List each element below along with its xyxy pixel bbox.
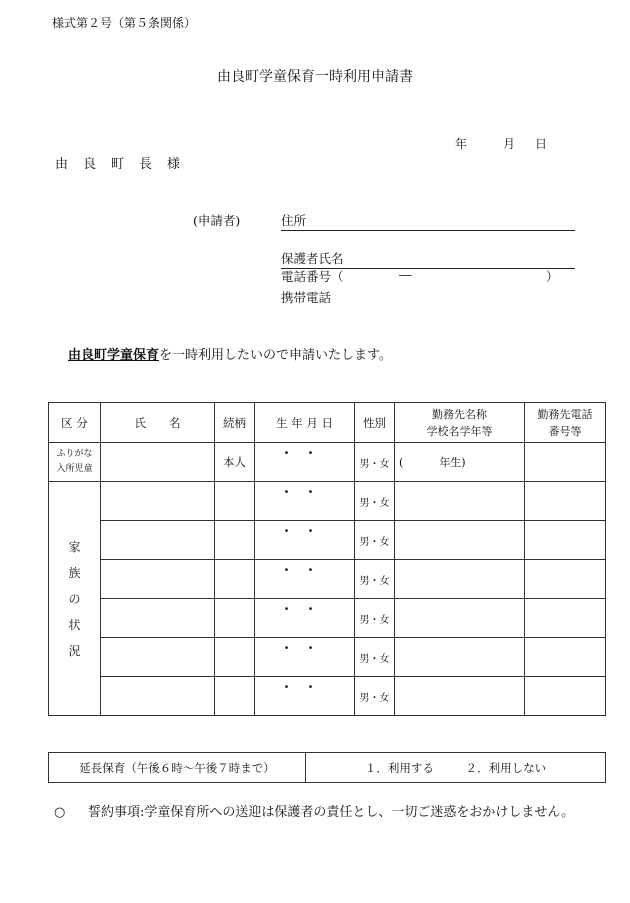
header-category: 区 分 <box>49 403 101 443</box>
birth-dots: ・・ <box>280 445 329 460</box>
family-birth-cell[interactable] <box>255 638 355 677</box>
family-relation-cell[interactable] <box>215 521 255 560</box>
mobile-field[interactable] <box>281 288 331 306</box>
birth-dots: ・・ <box>280 562 329 577</box>
family-birth-cell[interactable] <box>255 677 355 716</box>
addressee: 由良町長様 <box>55 157 196 172</box>
child-label <box>49 443 101 482</box>
family-birth-cell[interactable] <box>255 599 355 638</box>
table-row <box>49 599 606 638</box>
family-work-cell[interactable] <box>395 560 525 599</box>
header-work <box>395 403 525 443</box>
phone-label: 電話番号（ <box>281 269 344 284</box>
family-status-label <box>49 482 101 716</box>
date-line <box>455 135 547 152</box>
header-name: 氏 名 <box>101 403 215 443</box>
family-name-cell[interactable] <box>101 677 215 716</box>
family-sex[interactable]: 男・女 <box>355 638 395 677</box>
guardian-name-field[interactable] <box>281 249 575 269</box>
family-label-char: 家 <box>68 539 81 554</box>
pledge-text: 誓約事項:学童保育所への送迎は保護者の責任とし、一切ご迷惑をおかけしません。 <box>88 805 575 820</box>
family-sex[interactable]: 男・女 <box>355 521 395 560</box>
family-phone-cell[interactable] <box>525 521 606 560</box>
date-year: 年 <box>455 137 468 151</box>
child-label-furigana: ふりがな <box>56 449 93 459</box>
address-label: 住所 <box>281 213 307 228</box>
header-relation: 続柄 <box>215 403 255 443</box>
table-row <box>49 677 606 716</box>
circle-bullet-icon: ○ <box>54 805 66 820</box>
family-name-cell[interactable] <box>101 599 215 638</box>
table-row-child <box>49 443 606 482</box>
child-name-cell[interactable] <box>101 443 215 482</box>
family-name-cell[interactable] <box>101 638 215 677</box>
family-phone-cell[interactable] <box>525 677 606 716</box>
birth-dots: ・・ <box>280 679 329 694</box>
family-name-cell[interactable] <box>101 482 215 521</box>
family-birth-cell[interactable] <box>255 521 355 560</box>
mobile-label: 携帯電話 <box>281 290 332 305</box>
family-label-char: 族 <box>68 565 81 580</box>
birth-dots: ・・ <box>280 523 329 538</box>
phone-close-paren: ） <box>546 269 559 284</box>
birth-dots: ・・ <box>280 601 329 616</box>
family-work-cell[interactable] <box>395 482 525 521</box>
family-work-cell[interactable] <box>395 599 525 638</box>
family-name-cell[interactable] <box>101 521 215 560</box>
extended-care-table <box>48 752 606 783</box>
table-header-row <box>49 403 606 443</box>
family-relation-cell[interactable] <box>215 482 255 521</box>
child-grade-cell[interactable] <box>395 443 525 482</box>
child-relation: 本人 <box>215 443 255 482</box>
pledge-line <box>54 801 574 820</box>
birth-dots: ・・ <box>280 484 329 499</box>
option-use[interactable]: １．利用する <box>364 760 434 775</box>
family-birth-cell[interactable] <box>255 560 355 599</box>
table-row <box>49 482 606 521</box>
header-sex: 性別 <box>355 403 395 443</box>
family-phone-cell[interactable] <box>525 638 606 677</box>
header-phone-line2: 番号等 <box>548 424 582 438</box>
option-not-use[interactable]: ２．利用しない <box>465 760 547 775</box>
page-title: 由良町学童保育一時利用申請書 <box>217 69 413 85</box>
request-text: を一時利用したいので申請いたします。 <box>159 348 392 363</box>
child-sex[interactable]: 男・女 <box>355 443 395 482</box>
table-row <box>49 521 606 560</box>
family-work-cell[interactable] <box>395 677 525 716</box>
birth-dots: ・・ <box>280 640 329 655</box>
form-number: 様式第２号（第５条関係） <box>52 16 197 30</box>
family-label-char: の <box>68 591 81 606</box>
family-work-cell[interactable] <box>395 521 525 560</box>
extended-care-label: 延長保育（午後６時～午後７時まで） <box>49 753 306 783</box>
family-relation-cell[interactable] <box>215 599 255 638</box>
family-work-cell[interactable] <box>395 638 525 677</box>
family-sex[interactable]: 男・女 <box>355 560 395 599</box>
child-phone-cell[interactable] <box>525 443 606 482</box>
header-birth: 生 年 月 日 <box>255 403 355 443</box>
family-sex[interactable]: 男・女 <box>355 677 395 716</box>
address-field[interactable] <box>281 211 575 231</box>
header-phone-line1: 勤務先電話 <box>537 407 593 421</box>
child-birth-cell[interactable] <box>255 443 355 482</box>
guardian-label: 保護者氏名 <box>281 251 344 266</box>
family-relation-cell[interactable] <box>215 677 255 716</box>
family-sex[interactable]: 男・女 <box>355 482 395 521</box>
family-phone-cell[interactable] <box>525 560 606 599</box>
family-phone-cell[interactable] <box>525 482 606 521</box>
phone-dash: ― <box>399 267 412 282</box>
table-row <box>49 638 606 677</box>
header-work-phone <box>525 403 606 443</box>
extended-care-options <box>306 753 606 783</box>
family-phone-cell[interactable] <box>525 599 606 638</box>
header-work-line2: 学校名学年等 <box>426 424 493 438</box>
family-relation-cell[interactable] <box>215 560 255 599</box>
family-name-cell[interactable] <box>101 560 215 599</box>
grade-text: 年生) <box>439 456 466 469</box>
grade-open-paren: ( <box>399 456 404 469</box>
family-birth-cell[interactable] <box>255 482 355 521</box>
family-relation-cell[interactable] <box>215 638 255 677</box>
request-highlight: 由良町学童保育 <box>68 348 160 363</box>
family-table <box>48 402 606 716</box>
family-label-char: 状 <box>68 617 81 632</box>
request-sentence <box>68 344 392 363</box>
header-work-line1: 勤務先名称 <box>432 407 487 421</box>
family-label-char: 況 <box>68 643 81 658</box>
date-day: 日 <box>535 137 548 151</box>
date-month: 月 <box>503 137 516 151</box>
table-row <box>49 560 606 599</box>
applicant-label: (申請者) <box>193 213 241 228</box>
child-label-enrolled: 入所児童 <box>56 464 93 474</box>
family-sex[interactable]: 男・女 <box>355 599 395 638</box>
